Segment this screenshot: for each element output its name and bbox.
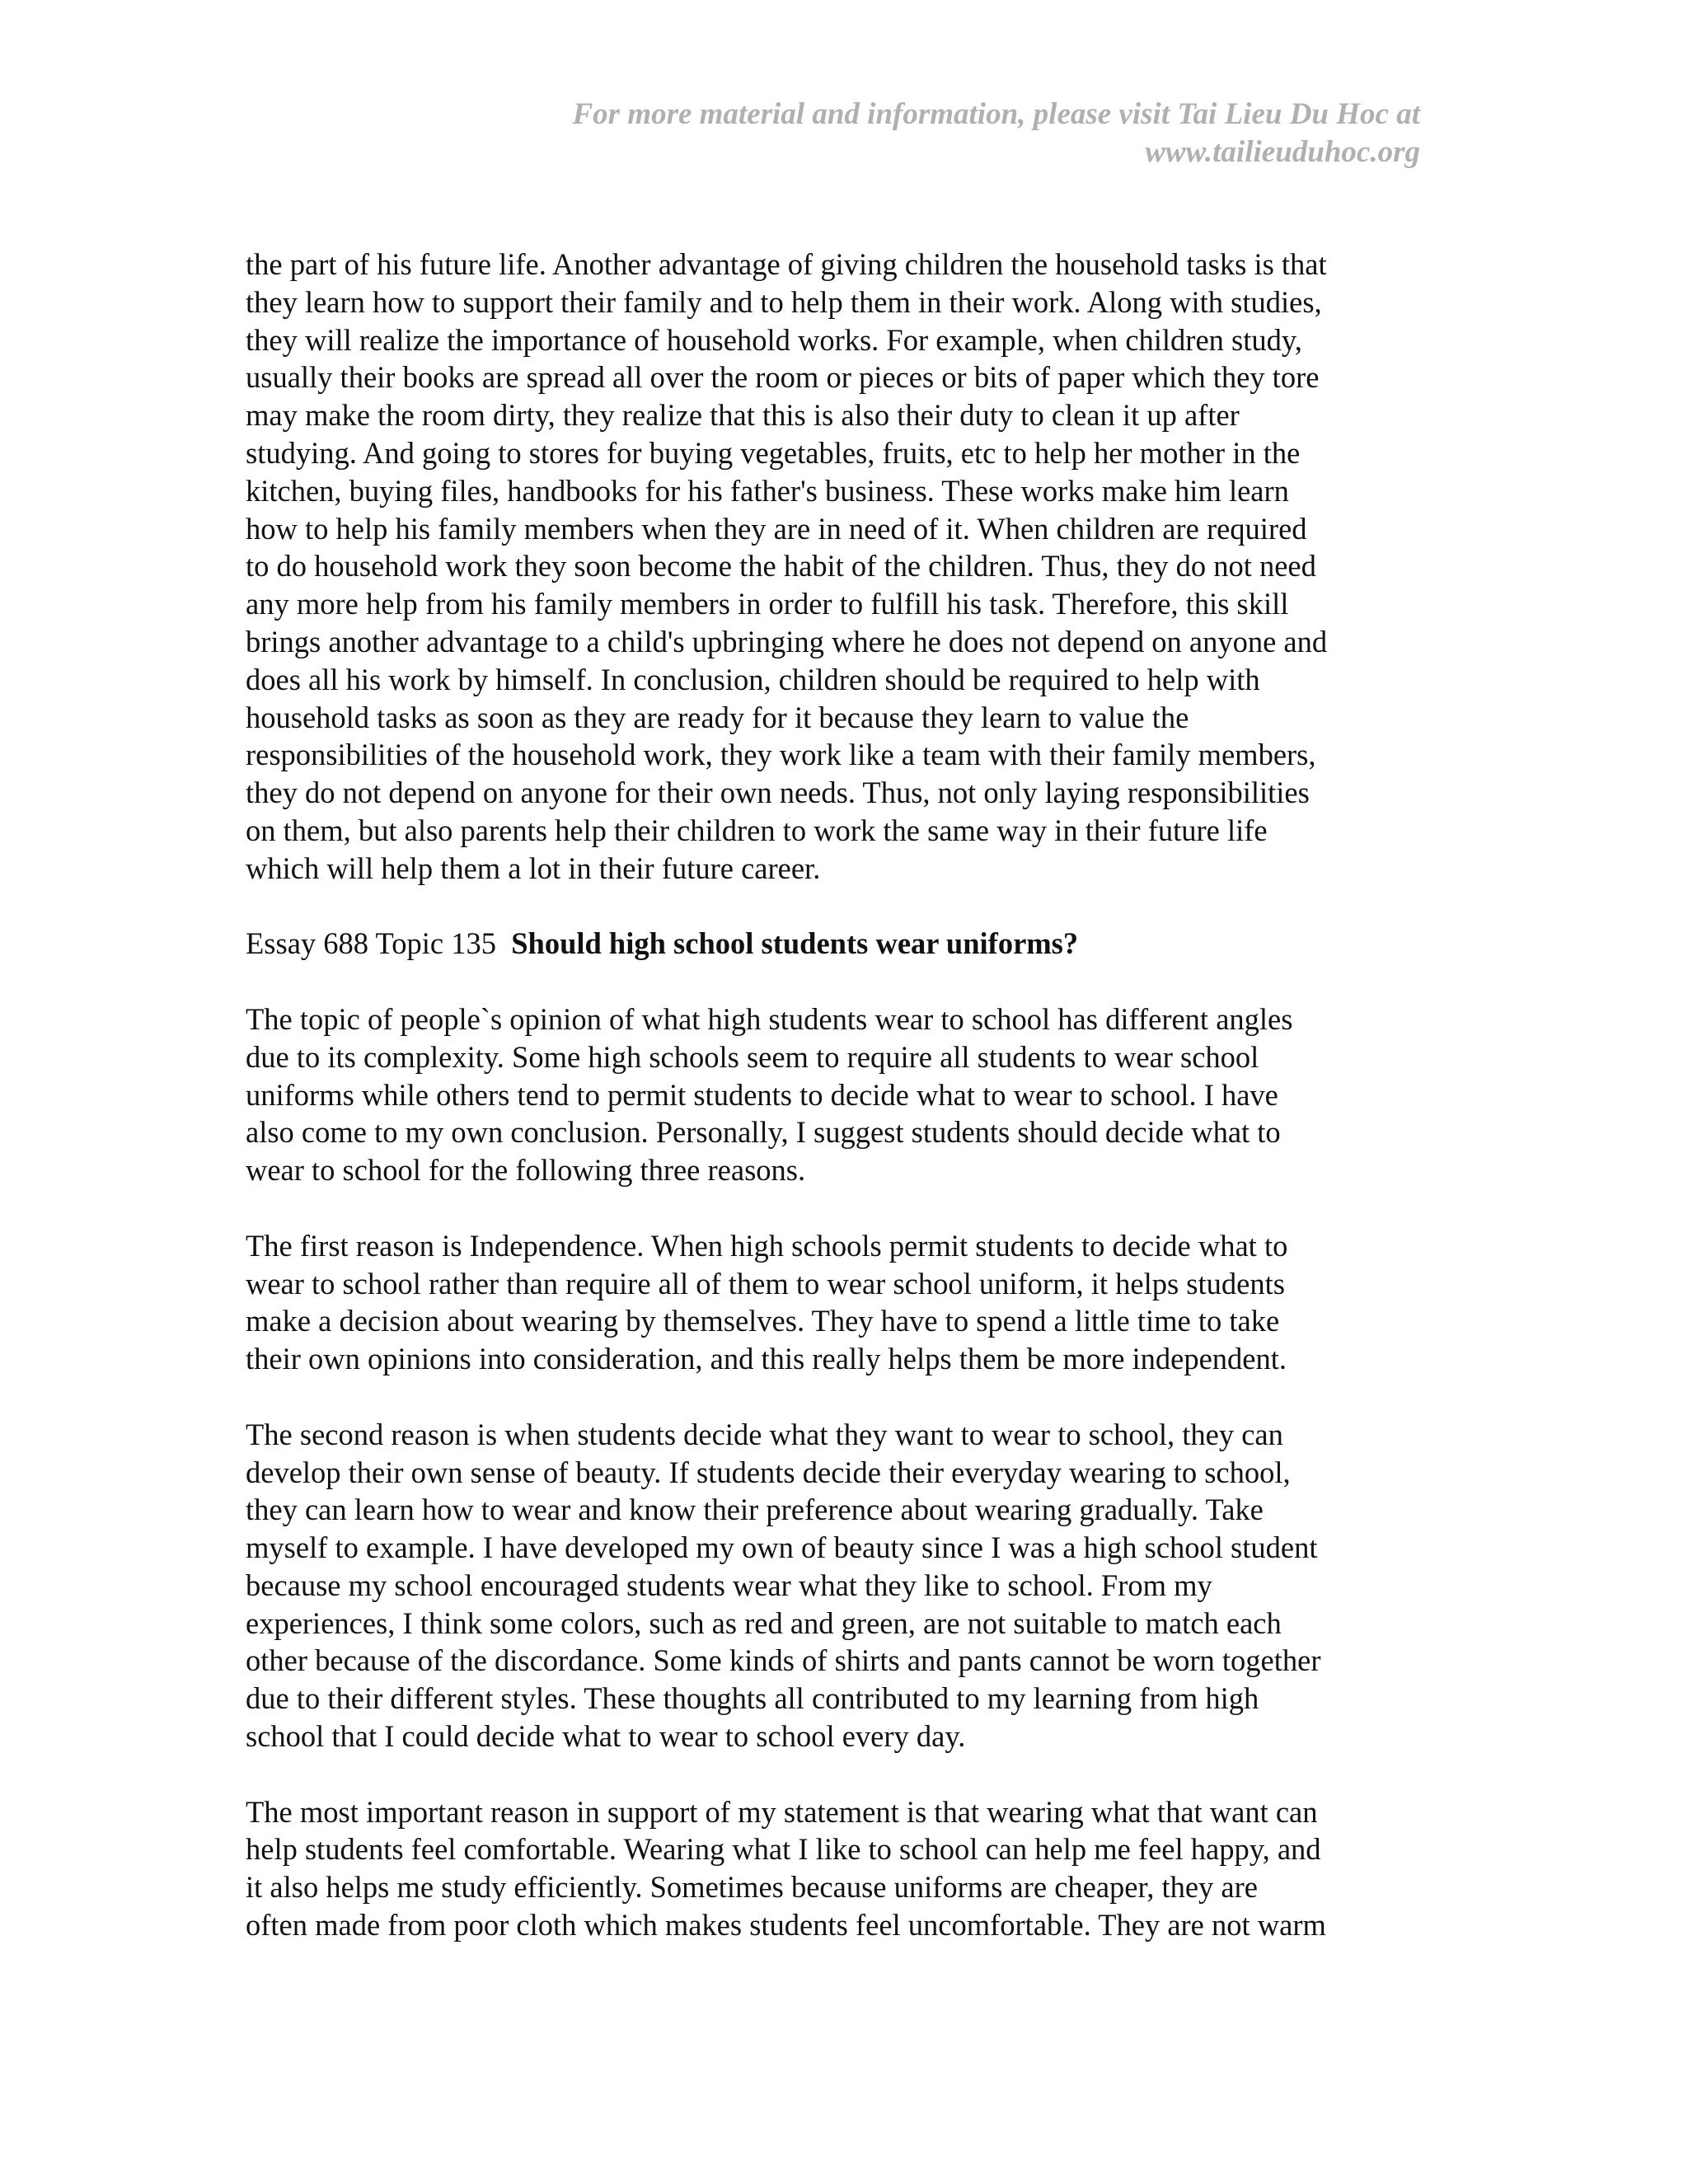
paragraph-gap [246, 1755, 1432, 1793]
text-line: they can learn how to wear and know their preference about wearing gradually. Take [246, 1493, 1264, 1527]
text-line: on them, but also parents help their children to work the same way in their future life [246, 813, 1268, 847]
essay-title: Should high school students wear uniforms? [511, 926, 1079, 961]
text-line: to do household work they soon become the habit of the children. Thus, they do not need [246, 549, 1316, 583]
paragraph-4 [246, 1416, 1432, 1755]
paragraph-gap [246, 1189, 1432, 1227]
essay-heading [246, 925, 1432, 963]
text-line: make a decision about wearing by themselves. They have to spend a little time to take [246, 1304, 1280, 1338]
page-header [431, 96, 1420, 171]
paragraph-gap [246, 1378, 1432, 1416]
text-line: may make the room dirty, they realize that this is also their duty to clean it up after [246, 398, 1240, 433]
text-line: myself to example. I have developed my own of beauty since I was a high school student [246, 1530, 1318, 1565]
text-line: kitchen, buying files, handbooks for his father's business. These works make him learn [246, 473, 1289, 508]
text-line: also come to my own conclusion. Personally, I suggest students should decide what to [246, 1115, 1281, 1150]
text-line: any more help from his family members in order to fulfill his task. Therefore, this skill [246, 587, 1289, 621]
text-line: responsibilities of the household work, they work like a team with their family members, [246, 738, 1316, 772]
document-body [246, 246, 1432, 1944]
text-line: develop their own sense of beauty. If students decide their everyday wearing to school, [246, 1455, 1291, 1489]
text-line: The first reason is Independence. When high schools permit students to decide what to [246, 1228, 1288, 1263]
text-line: their own opinions into consideration, and this really helps them be more independent. [246, 1342, 1287, 1376]
header-link[interactable]: www.tailieuduhoc.org [1145, 135, 1420, 169]
text-line: The most important reason in support of my statement is that wearing what that want can [246, 1794, 1318, 1829]
essay-label: Essay 688 Topic 135 [246, 926, 496, 961]
paragraph-gap [246, 963, 1432, 1001]
text-line: household tasks as soon as they are ready for it because they learn to value the [246, 700, 1189, 734]
text-line: how to help his family members when they are in need of it. When children are required [246, 511, 1307, 546]
text-line: they learn how to support their family and to help them in their work. Along with studies, [246, 284, 1322, 319]
text-line: The topic of people`s opinion of what high students wear to school has different angles [246, 1001, 1293, 1036]
text-line: The second reason is when students decide what they want to wear to school, they can [246, 1417, 1283, 1451]
text-line: which will help them a lot in their future career. [246, 851, 821, 885]
text-line: experiences, I think some colors, such as red and green, are not suitable to match each [246, 1605, 1282, 1640]
text-line: due to its complexity. Some high schools seem to require all students to wear school [246, 1039, 1259, 1074]
text-line: school that I could decide what to wear to school every day. [246, 1719, 966, 1754]
text-line: help students feel comfortable. Wearing what I like to school can help me feel happy, and [246, 1832, 1321, 1867]
paragraph-5 [246, 1793, 1432, 1944]
paragraph-2 [246, 1001, 1432, 1189]
text-line: wear to school rather than require all of them to wear school uniform, it helps students [246, 1266, 1285, 1301]
text-line: studying. And going to stores for buying vegetables, fruits, etc to help her mother in the [246, 435, 1301, 470]
paragraph-3 [246, 1227, 1432, 1378]
text-line: they will realize the importance of household works. For example, when children study, [246, 322, 1302, 357]
text-line: they do not depend on anyone for their own needs. Thus, not only laying responsibilities [246, 776, 1310, 810]
text-line: often made from poor cloth which makes students feel uncomfortable. They are not warm [246, 1908, 1326, 1943]
text-line: due to their different styles. These thoughts all contributed to my learning from high [246, 1681, 1259, 1716]
text-line: because my school encouraged students wear what they like to school. From my [246, 1568, 1212, 1602]
text-line: uniforms while others tend to permit students to decide what to wear to school. I have [246, 1077, 1278, 1112]
text-line: it also helps me study efficiently. Sometimes because uniforms are cheaper, they are [246, 1870, 1258, 1905]
text-line: the part of his future life. Another advantage of giving children the household tasks is that [246, 247, 1327, 281]
text-line: other because of the discordance. Some kinds of shirts and pants cannot be worn together [246, 1643, 1321, 1678]
text-line: wear to school for the following three reasons. [246, 1153, 806, 1188]
text-line: does all his work by himself. In conclusion, children should be required to help with [246, 662, 1260, 696]
header-line-1: For more material and information, please visit Tai Lieu Du Hoc at [572, 97, 1420, 131]
text-line: usually their books are spread all over the room or pieces or bits of paper which they tore [246, 360, 1320, 395]
paragraph-gap [246, 888, 1432, 926]
text-line: brings another advantage to a child's upbringing where he does not depend on anyone and [246, 624, 1328, 658]
paragraph-1 [246, 246, 1432, 888]
